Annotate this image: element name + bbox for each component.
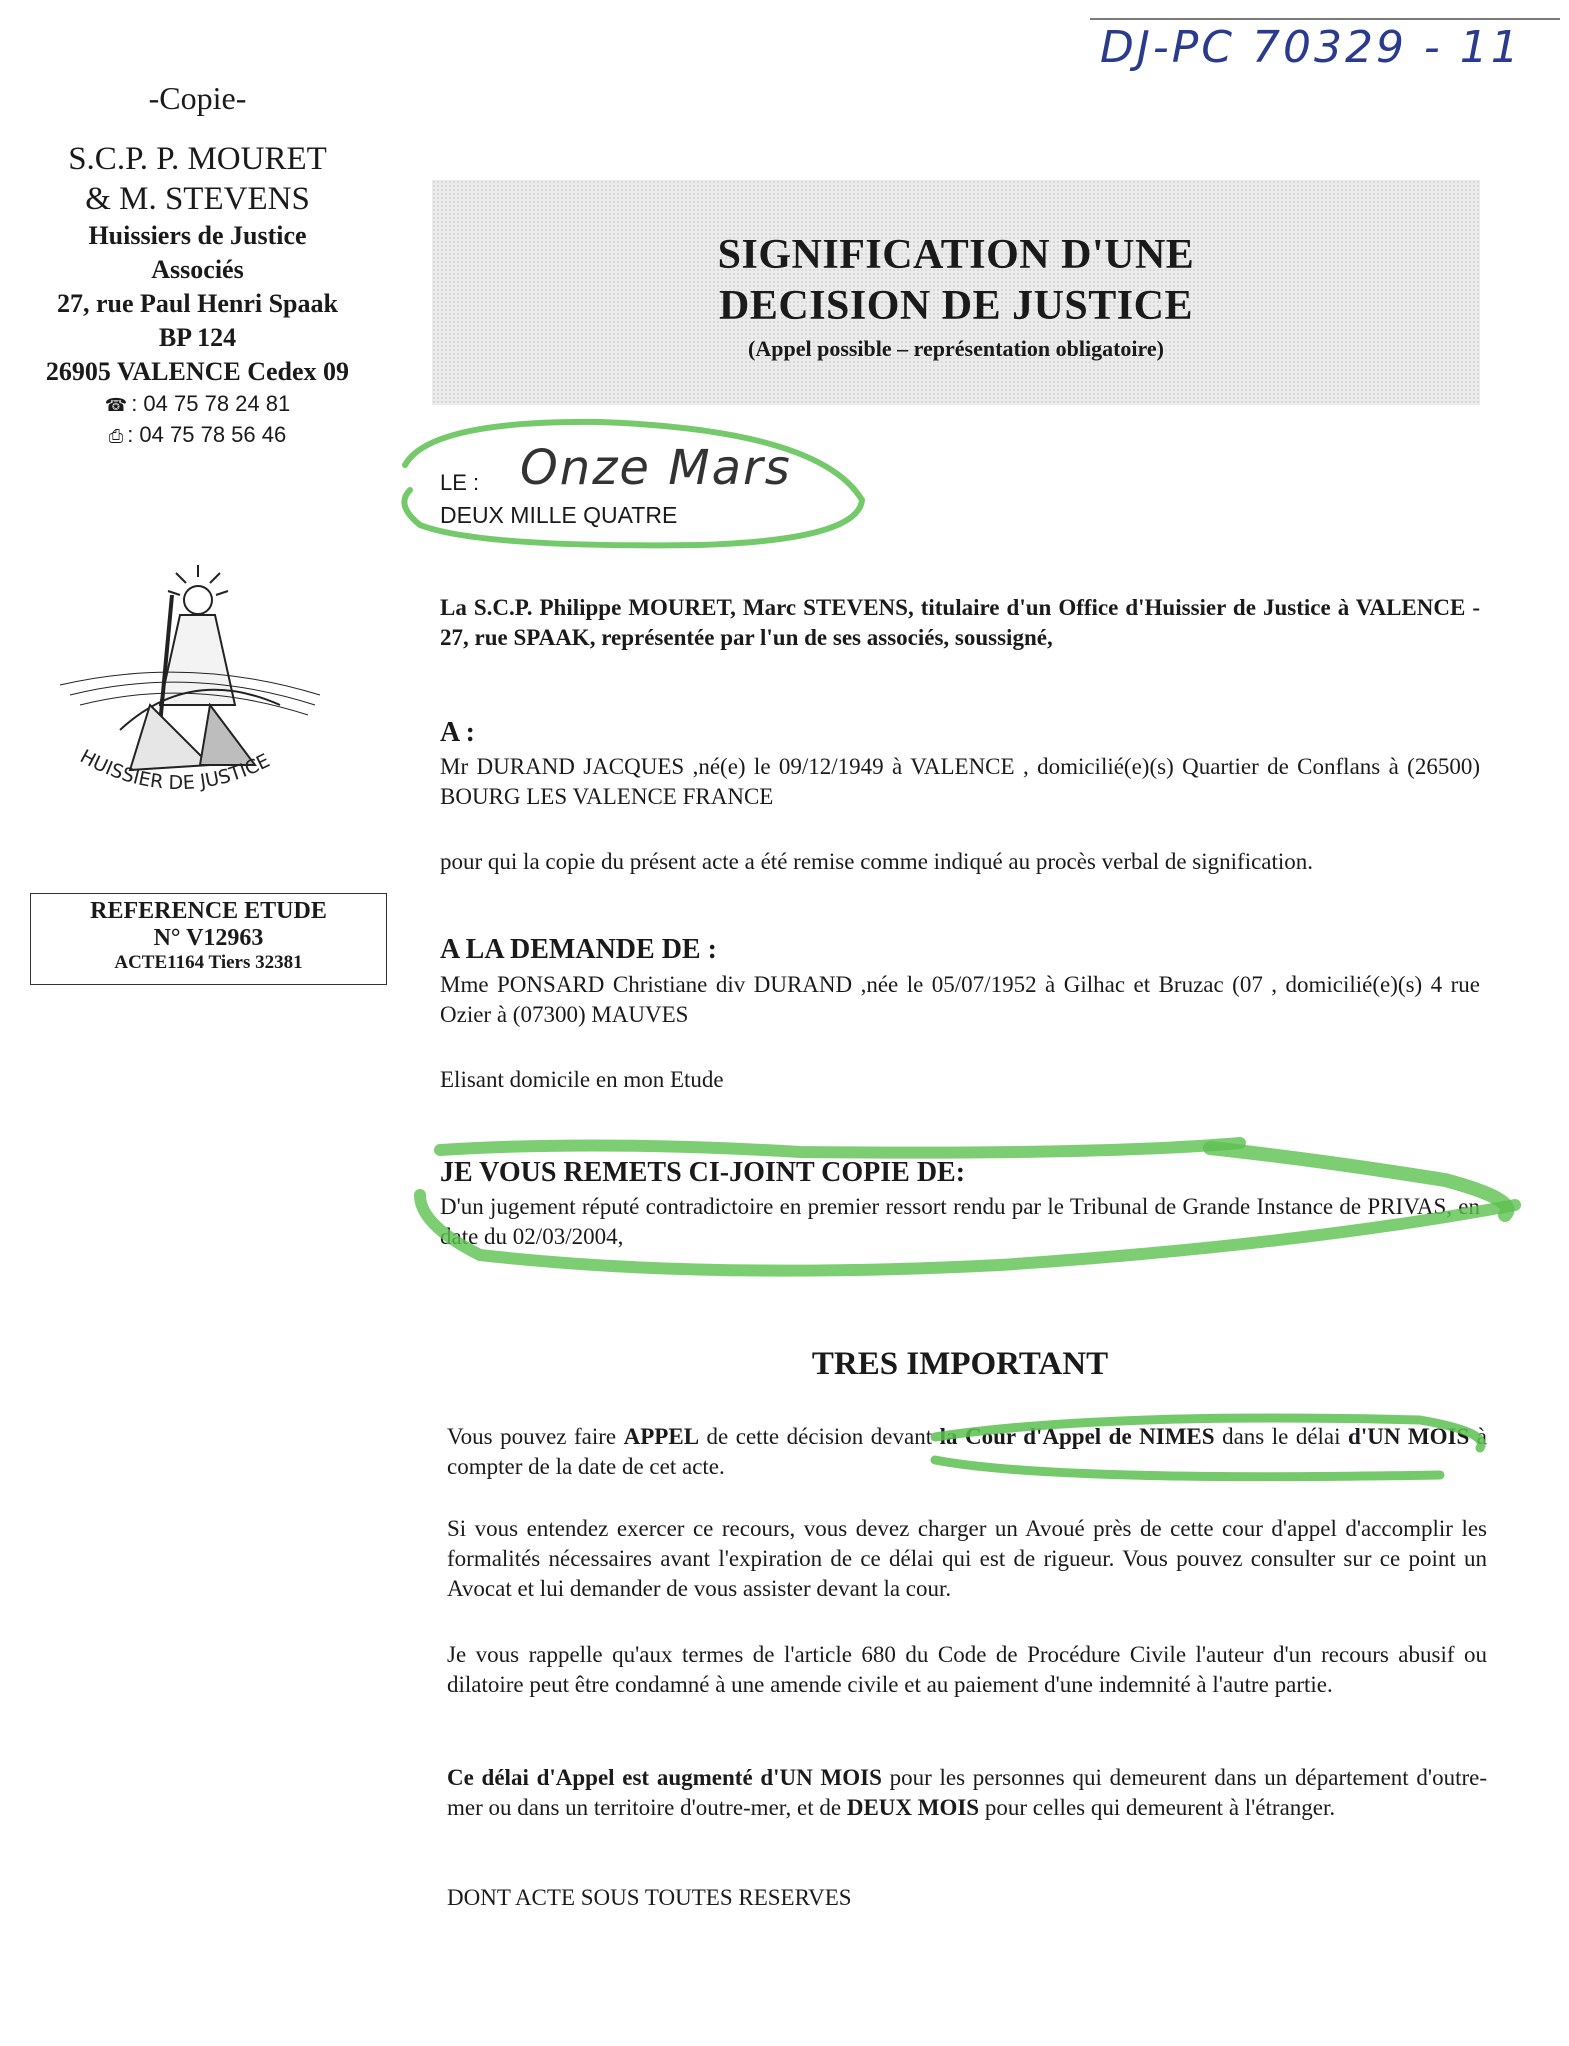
firm-bp: BP 124 [158,323,237,352]
firm-phone [0,389,395,420]
appel-delay: d'UN MOIS [1348,1424,1470,1449]
firm-title-line1: Huissiers de Justice [88,221,307,250]
recours-paragraph: Si vous entendez exercer ce recours, vous devez charger un Avoué près de cette cour d'appel d'accomplir les formalités nécessaires avant l'expiration de ce délai qui est de rigueur. Vous pouvez consulter sur ce point un Avocat et lui demander de vous assister devant la cour. [447,1516,1487,1601]
phone-icon: ☎ [104,395,128,415]
reference-acte: ACTE1164 Tiers 32381 [114,952,303,973]
delai-text-d: pour celles qui demeurent à l'étranger. [979,1795,1336,1820]
phone-number: : 04 75 78 24 81 [131,391,291,416]
document-title-line1: SIGNIFICATION D'UNE [717,232,1195,278]
copie-label: -Copie- [148,80,247,116]
recipient-heading: A : [440,717,475,748]
letterhead [0,80,395,451]
document-subtitle: (Appel possible – représentation obligatoire) [748,336,1164,361]
copy-note: pour qui la copie du présent acte a été remise comme indiqué au procès verbal de signification. [440,849,1314,874]
requester-heading: A LA DEMANDE DE : [440,934,717,965]
firm-city: 26905 VALENCE Cedex 09 [45,357,350,386]
appel-text-g: à compter de la date de cet acte. [447,1424,1487,1479]
reference-label: REFERENCE ETUDE [90,898,327,924]
appel-text-b: APPEL [623,1424,700,1449]
appel-court: la Cour d'Appel de NIMES [939,1424,1215,1449]
firm-address: 27, rue Paul Henri Spaak [57,289,338,318]
reference-underline [1090,18,1560,20]
rappel-paragraph: Je vous rappelle qu'aux termes de l'article 680 du Code de Procédure Civile l'auteur d'un recours abusif ou dilatoire peut être condamné à une amende civile et au paiement d'une indemnité à l'autre partie. [447,1642,1487,1697]
date-label: LE : [440,470,480,495]
fax-icon: ⎙ [108,426,124,446]
justice-logo [50,555,330,805]
handwritten-reference: DJ-PC 70329 - 11 [1100,22,1522,73]
reference-box [30,893,387,985]
document-title-line2: DECISION DE JUSTICE [719,283,1193,329]
delai-text-c: DEUX MOIS [846,1795,980,1820]
delai-paragraph [447,1763,1487,1823]
remets-text: D'un jugement réputé contradictoire en premier ressort rendu par le Tribunal de Grande Instance de PRIVAS, en date du 02/03/2004, [440,1194,1480,1249]
important-heading: TRES IMPORTANT [811,1346,1109,1382]
reference-number: N° V12963 [153,925,264,951]
handwritten-day: Onze Mars [520,440,792,496]
firm-title-line2: Associés [151,255,244,284]
title-block [432,180,1480,405]
appel-text-a: Vous pouvez faire [447,1424,624,1449]
delai-text-a: Ce délai d'Appel est augmenté d'UN MOIS [447,1765,882,1790]
firm-name-line1: S.C.P. P. MOURET [68,141,327,177]
logo-caption: HUISSIER DE JUSTICE [76,745,274,795]
firm-fax [0,420,395,451]
requester-text: Mme PONSARD Christiane div DURAND ,née le 05/07/1952 à Gilhac et Bruzac (07 , domicilié(e)(s) 4 rue Ozier à (07300) MAUVES [440,972,1480,1027]
appel-text-c: de cette décision devant [699,1424,940,1449]
recipient-text: Mr DURAND JACQUES ,né(e) le 09/12/1949 à VALENCE , domicilié(e)(s) Quartier de Conflans à (26500) BOURG LES VALENCE FRANCE [440,754,1480,809]
fax-number: : 04 75 78 56 46 [127,422,287,447]
delai-text-b: pour les personnes qui demeurent dans un département d'outre-mer ou dans un territoire d'outre-mer, et de [447,1765,1487,1820]
requester-domicile: Elisant domicile en mon Etude [440,1067,724,1092]
justice-statue-icon [60,565,320,770]
firm-name-line2: & M. STEVENS [85,181,310,217]
remets-heading: JE VOUS REMETS CI-JOINT COPIE DE: [440,1157,966,1188]
appel-paragraph [447,1422,1487,1482]
intro-paragraph: La S.C.P. Philippe MOURET, Marc STEVENS, titulaire d'un Office d'Huissier de Justice à VALENCE - 27, rue SPAAK, représentée par l'un de ses associés, soussigné, [440,595,1480,650]
closing-statement: DONT ACTE SOUS TOUTES RESERVES [447,1885,852,1910]
date-year: DEUX MILLE QUATRE [440,502,678,528]
appel-text-e: dans le délai [1214,1424,1349,1449]
